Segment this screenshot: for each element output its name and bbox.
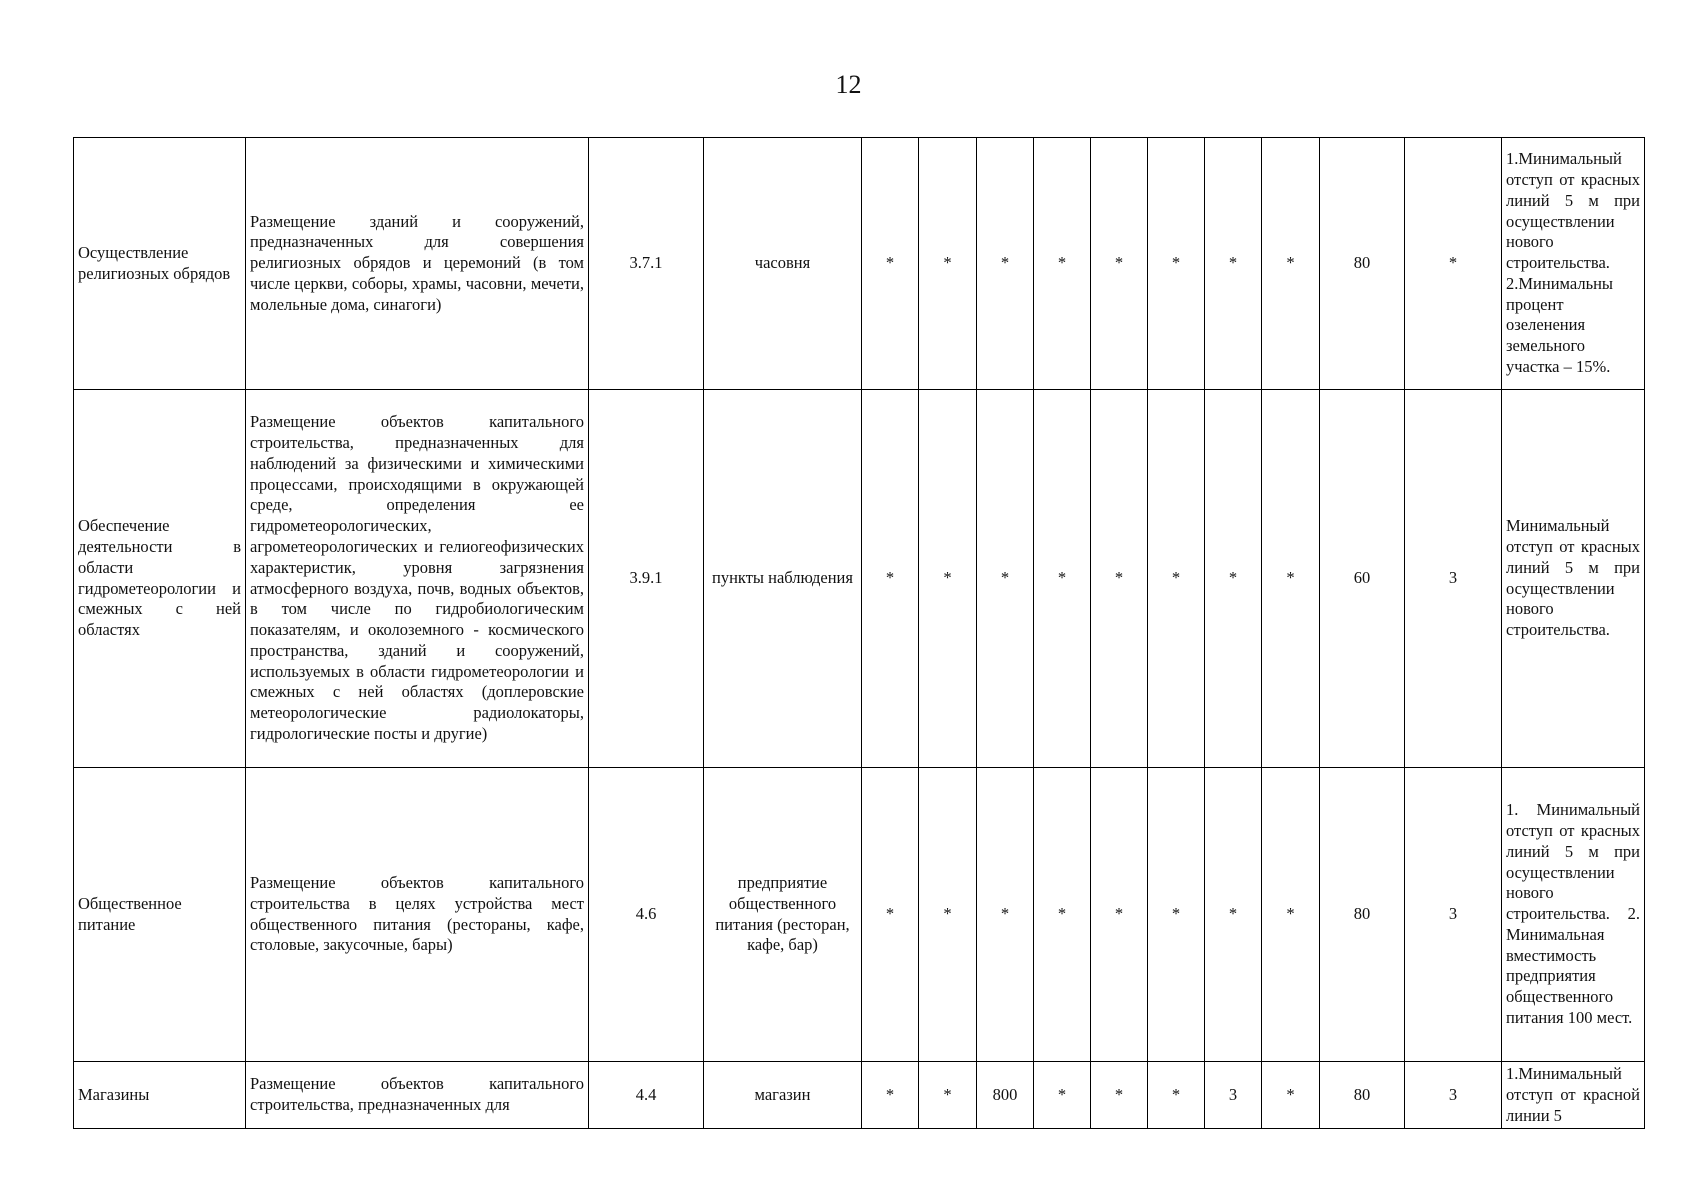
object-type: предприятие общественного питания (ресторан, кафе, бар) xyxy=(704,768,862,1062)
parameter-value: * xyxy=(1148,390,1205,768)
parameter-value: * xyxy=(1091,1062,1148,1129)
parameter-value: * xyxy=(1205,390,1262,768)
table-row xyxy=(74,768,1645,1062)
parameter-value: * xyxy=(862,1062,919,1129)
use-type-code: 4.4 xyxy=(589,1062,704,1129)
use-type-name: Обеспечение деятельности в области гидрометеорологии и смежных с ней областях xyxy=(74,390,246,768)
parameter-value: * xyxy=(1091,768,1148,1062)
use-type-code: 4.6 xyxy=(589,768,704,1062)
parameter-value: * xyxy=(977,138,1034,390)
parameter-value: * xyxy=(862,390,919,768)
use-type-code: 3.9.1 xyxy=(589,390,704,768)
parameter-value: 80 xyxy=(1320,138,1405,390)
use-type-name: Общественное питание xyxy=(74,768,246,1062)
parameter-value: * xyxy=(862,768,919,1062)
parameter-value: 80 xyxy=(1320,1062,1405,1129)
use-type-description: Размещение объектов капитального строительства в целях устройства мест общественного питания (рестораны, кафе, столовые, закусочные, бары) xyxy=(246,768,589,1062)
note: Минимальный отступ от красных линий 5 м при осуществлении нового строительства. xyxy=(1502,390,1645,768)
parameter-value: * xyxy=(1091,390,1148,768)
parameter-value: * xyxy=(1034,768,1091,1062)
parameter-value: 60 xyxy=(1320,390,1405,768)
table-row xyxy=(74,390,1645,768)
table-row xyxy=(74,138,1645,390)
parameter-value: * xyxy=(1405,138,1502,390)
page-number: 12 xyxy=(835,70,862,99)
note: 1.Минимальный отступ от красных линий 5 м при осуществлении нового строительства. 2.Минимальны процент озеленения земельного участка – 15%. xyxy=(1502,138,1645,390)
table-row xyxy=(74,1062,1645,1129)
parameter-value: * xyxy=(1262,390,1320,768)
parameter-value: * xyxy=(977,768,1034,1062)
parameter-value: * xyxy=(1148,138,1205,390)
parameter-value: * xyxy=(1034,138,1091,390)
parameter-value: * xyxy=(919,1062,977,1129)
use-type-code: 3.7.1 xyxy=(589,138,704,390)
parameter-value: * xyxy=(862,138,919,390)
parameter-value: * xyxy=(1262,138,1320,390)
object-type: магазин xyxy=(704,1062,862,1129)
use-type-name: Магазины xyxy=(74,1062,246,1129)
parameter-value: 3 xyxy=(1205,1062,1262,1129)
parameter-value: * xyxy=(919,390,977,768)
parameter-value: * xyxy=(1148,1062,1205,1129)
object-type: пункты наблюдения xyxy=(704,390,862,768)
parameter-value: * xyxy=(1262,768,1320,1062)
zoning-regulations-table xyxy=(73,137,1645,1129)
note: 1. Минимальный отступ от красных линий 5 м при осуществлении нового строительства. 2. Минимальная вместимость предприятия общественного питания 100 мест. xyxy=(1502,768,1645,1062)
parameter-value: * xyxy=(1262,1062,1320,1129)
use-type-description: Размещение зданий и сооружений, предназначенных для совершения религиозных обрядов и церемоний (в том числе церкви, соборы, храмы, часовни, мечети, молельные дома, синагоги) xyxy=(246,138,589,390)
parameter-value: 3 xyxy=(1405,1062,1502,1129)
note: 1.Минимальный отступ от красной линии 5 xyxy=(1502,1062,1645,1129)
parameter-value: * xyxy=(1148,768,1205,1062)
use-type-description: Размещение объектов капитального строительства, предназначенных для xyxy=(246,1062,589,1129)
object-type: часовня xyxy=(704,138,862,390)
parameter-value: * xyxy=(1205,768,1262,1062)
parameter-value: * xyxy=(977,390,1034,768)
parameter-value: * xyxy=(919,768,977,1062)
use-type-name: Осуществление религиозных обрядов xyxy=(74,138,246,390)
parameter-value: * xyxy=(1034,1062,1091,1129)
parameter-value: * xyxy=(1034,390,1091,768)
parameter-value: 3 xyxy=(1405,768,1502,1062)
parameter-value: * xyxy=(1091,138,1148,390)
parameter-value: 3 xyxy=(1405,390,1502,768)
parameter-value: * xyxy=(919,138,977,390)
parameter-value: 800 xyxy=(977,1062,1034,1129)
use-type-description: Размещение объектов капитального строительства, предназначенных для наблюдений за физическими и химическими процессами, происходящими в окружающей среде, определения ее гидрометеорологических, агрометеорологических и гелиогеофизических характеристик, уровня загрязнения атмосферного воздуха, почв, водных объектов, в том числе по гидробиологическим показателям, и околоземного - космического пространства, зданий и сооружений, используемых в области гидрометеорологии и смежных с ней областях (доплеровские метеорологические радиолокаторы, гидрологические посты и другие) xyxy=(246,390,589,768)
parameter-value: 80 xyxy=(1320,768,1405,1062)
parameter-value: * xyxy=(1205,138,1262,390)
